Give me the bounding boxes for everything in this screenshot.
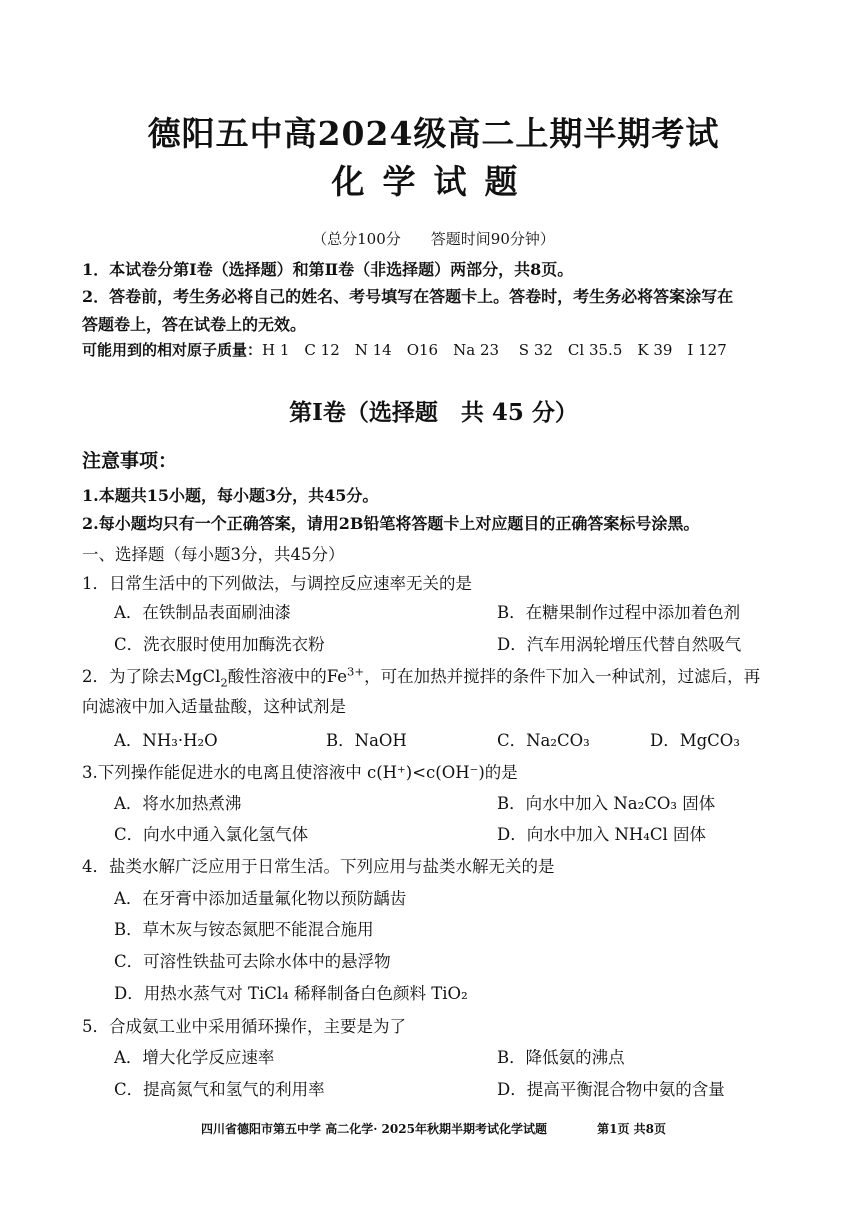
q2-stem-part-b: 酸性溶液中的Fe	[227, 667, 348, 686]
notice-2: 2.每小题均只有一个正确答案，请用2B铅笔将答题卡上对应题目的正确答案标号涂黑。	[82, 514, 700, 533]
notice-1: 1.本题共15小题，每小题3分，共45分。	[82, 486, 379, 505]
atomic-masses-values: H 1 C 12 N 14 O16 Na 23 S 32 Cl 35.5 K 39 I 127	[262, 341, 727, 359]
footer-text: 四川省德阳市第五中学 高二化学· 2025年秋期半期考试化学试题	[201, 1122, 547, 1136]
question-2-stem-line1	[82, 663, 761, 690]
question-4-option-a: A．在牙膏中添加适量氟化物以预防龋齿	[114, 889, 407, 908]
question-5-option-c: C．提高氮气和氢气的利用率	[114, 1080, 325, 1099]
question-4-option-d: D．用热水蒸气对 TiCl₄ 稀释制备白色颜料 TiO₂	[114, 984, 468, 1003]
instruction-1: 1．本试卷分第Ⅰ卷（选择题）和第Ⅱ卷（非选择题）两部分，共8页。	[82, 260, 574, 279]
question-1-option-b: B．在糖果制作过程中添加着色剂	[497, 603, 741, 622]
question-5-option-d: D．提高平衡混合物中氨的含量	[497, 1080, 725, 1099]
question-2-stem-line2: 向滤液中加入适量盐酸，这种试剂是	[82, 697, 346, 716]
question-5-option-b: B．降低氨的沸点	[497, 1048, 625, 1067]
question-3-option-d: D．向水中加入 NH₄Cl 固体	[497, 825, 707, 844]
q2-stem-sub: 2	[220, 675, 228, 690]
page-footer	[0, 1120, 867, 1137]
question-1-option-a: A．在铁制品表面刷油漆	[114, 603, 291, 622]
subject-title: 化学试题	[331, 162, 536, 201]
q2-stem-part-a: 2．为了除去MgCl	[82, 667, 221, 686]
question-2-option-c: C．Na₂CO₃	[497, 731, 590, 750]
page-number: 第1页 共8页	[597, 1122, 666, 1136]
question-4-stem: 4．盐类水解广泛应用于日常生活。下列应用与盐类水解无关的是	[82, 857, 555, 876]
q2-stem-sup: 3+	[347, 664, 365, 679]
question-2-option-d: D．MgCO₃	[650, 731, 740, 750]
question-5-stem: 5．合成氨工业中采用循环操作，主要是为了	[82, 1017, 406, 1036]
question-3-option-a: A．将水加热煮沸	[114, 794, 242, 813]
part-title: 一、选择题（每小题3分，共45分）	[82, 545, 345, 564]
question-5-option-a: A．增大化学反应速率	[114, 1048, 275, 1067]
instruction-2a: 2．答卷前，考生务必将自己的姓名、考号填写在答题卡上。答卷时，考生务必将答案涂写在	[82, 287, 734, 306]
atomic-masses-label: 可能用到的相对原子质量：	[82, 341, 263, 359]
question-1-stem: 1．日常生活中的下列做法，与调控反应速率无关的是	[82, 574, 472, 593]
question-4-option-c: C．可溶性铁盐可去除水体中的悬浮物	[114, 952, 391, 971]
instruction-2b: 答题卷上，答在试卷上的无效。	[82, 315, 307, 334]
atomic-masses	[82, 339, 727, 360]
question-4-option-b: B．草木灰与铵态氮肥不能混合施用	[114, 920, 374, 939]
section-title: 第Ⅰ卷（选择题 共 45 分）	[289, 399, 578, 426]
exam-title: 德阳五中高2024级高二上期半期考试	[147, 114, 720, 153]
exam-meta: （总分100分 答题时间90分钟）	[312, 230, 555, 248]
question-1-option-d: D．汽车用涡轮增压代替自然吸气	[497, 635, 742, 654]
question-2-option-a: A．NH₃·H₂O	[114, 731, 218, 750]
question-2-option-b: B．NaOH	[326, 731, 407, 750]
question-3-stem: 3.下列操作能促进水的电离且使溶液中 c(H⁺)<c(OH⁻)的是	[82, 763, 518, 782]
question-3-option-c: C．向水中通入氯化氢气体	[114, 825, 309, 844]
question-3-option-b: B．向水中加入 Na₂CO₃ 固体	[497, 794, 716, 813]
q2-stem-part-c: ，可在加热并搅拌的条件下加入一种试剂，过滤后，再	[364, 667, 761, 686]
question-1-option-c: C．洗衣服时使用加酶洗衣粉	[114, 635, 325, 654]
notice-title: 注意事项：	[82, 450, 178, 472]
